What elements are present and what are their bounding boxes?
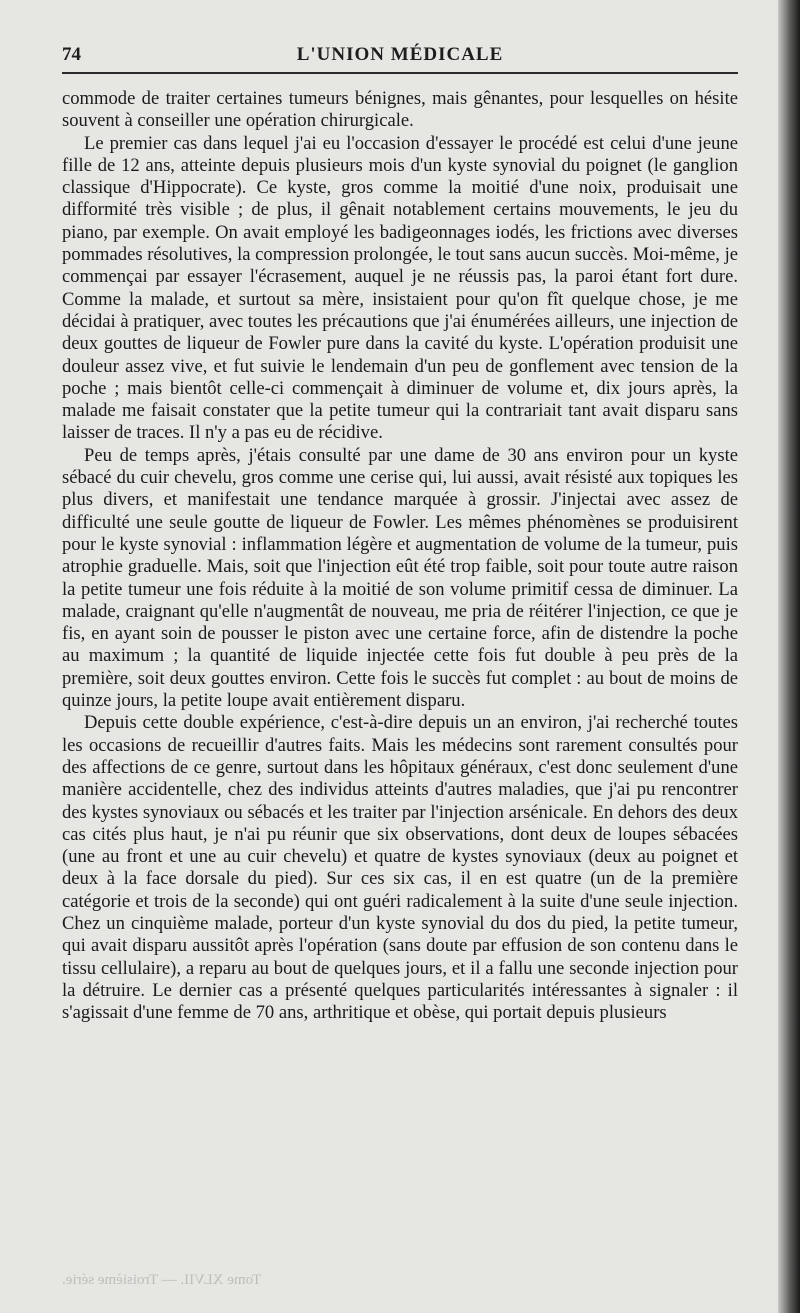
body-text (62, 88, 738, 1024)
page-header (62, 42, 738, 70)
paragraph-further-cases: Depuis cette double expérience, c'est-à-dire depuis un an environ, j'ai recherché toutes les occasions de recueillir d'autres faits. Mais les médecins sont rarement consultés pour des affections de ce genre, surtout dans les hôpitaux généraux, c'est donc seulement d'une manière accidentelle, chez des individus atteints d'autres maladies, que j'ai pu rencontrer des kystes synoviaux ou sébacés et les traiter par l'injection arsénicale. En dehors des deux cas cités plus haut, je n'ai pu réunir que six observations, dont deux de loupes sébacées (une au front et une au cuir chevelu) et quatre de kystes synoviaux (deux au poignet et deux à la face dorsale du pied). Sur ces six cas, il en est quatre (un de la première catégorie et trois de la seconde) qui ont guéri radicalement à la suite d'une seule injection. Chez un cinquième malade, porteur d'un kyste synovial du dos du pied, la petite tumeur, qui avait disparu aussitôt après l'opération (sans doute par effusion de son contenu dans le tissu cellulaire), a reparu au bout de quelques jours, et il a fallu une seconde injection pour la détruire. Le dernier cas a présenté quelques particularités intéressantes à signaler : il s'agissait d'une femme de 70 ans, arthritique et obèse, qui portait depuis plusieurs (62, 712, 738, 1024)
page-number: 74 (62, 44, 81, 65)
paragraph-first-case: Le premier cas dans lequel j'ai eu l'occasion d'essayer le procédé est celui d'une jeune fille de 12 ans, atteinte depuis plusieurs mois d'un kyste synovial du poignet (le ganglion classique d'Hippocrate). Ce kyste, gros comme la moitié d'une noix, produisait une difformité très visible ; de plus, il gênait notablement certains mouvements, le jeu du piano, par exemple. On avait employé les badigeonnages iodés, les frictions avec diverses pommades résolutives, la compression prolongée, le tout sans aucun succès. Moi-même, je commençai par essayer l'écrasement, auquel je ne réussis pas, la paroi étant fort dure. Comme la malade, et surtout sa mère, insistaient pour qu'on fît quelque chose, je me décidai à pratiquer, avec toutes les précautions que j'ai énumérées ailleurs, une injection de deux gouttes de liqueur de Fowler pure dans la cavité du kyste. L'opération produisit une douleur assez vive, et fut suivie le lendemain d'un peu de gonflement avec tension de la poche ; mais bientôt celle-ci commençait à diminuer de volume et, dix jours après, la malade me faisait constater que la petite tumeur qui la contrariait tant avait disparu sans laisser de traces. Il n'y a pas eu de récidive. (62, 132, 738, 444)
paragraph-continuation: commode de traiter certaines tumeurs bénignes, mais gênantes, pour lesquelles on hésite souvent à conseiller une opération chirurgicale. (62, 88, 738, 132)
paragraph-second-case: Peu de temps après, j'étais consulté par une dame de 30 ans environ pour un kyste sébacé du cuir chevelu, gros comme une cerise qui, lui aussi, avait résisté aux topiques les plus divers, et manifestait une tendance marquée à grossir. J'injectai avec assez de difficulté une seule goutte de liqueur de Fowler. Les mêmes phénomènes se produisirent pour le kyste synovial : inflammation légère et augmentation de volume de la tumeur, puis atrophie graduelle. Mais, soit que l'injection eût été trop faible, soit pour toute autre raison la petite tumeur une fois réduite à la moitié de son volume primitif cessa de diminuer. La malade, craignant qu'elle n'augmentât de nouveau, me pria de réitérer l'injection, ce que je fis, en ayant soin de pousser le piston avec une certaine force, afin de distendre la poche au maximum ; la quantité de liquide injectée cette fois fut double à peu près de la première, soit deux gouttes environ. Cette fois le succès fut complet : au bout de moins de quinze jours, la petite loupe avait entièrement disparu. (62, 444, 738, 712)
show-through-footer: Tome XLVII. — Troisième série. (62, 1272, 262, 1288)
running-title: L'UNION MÉDICALE (296, 44, 504, 65)
page-edge-shadow (778, 0, 800, 1313)
header-rule (62, 72, 738, 74)
